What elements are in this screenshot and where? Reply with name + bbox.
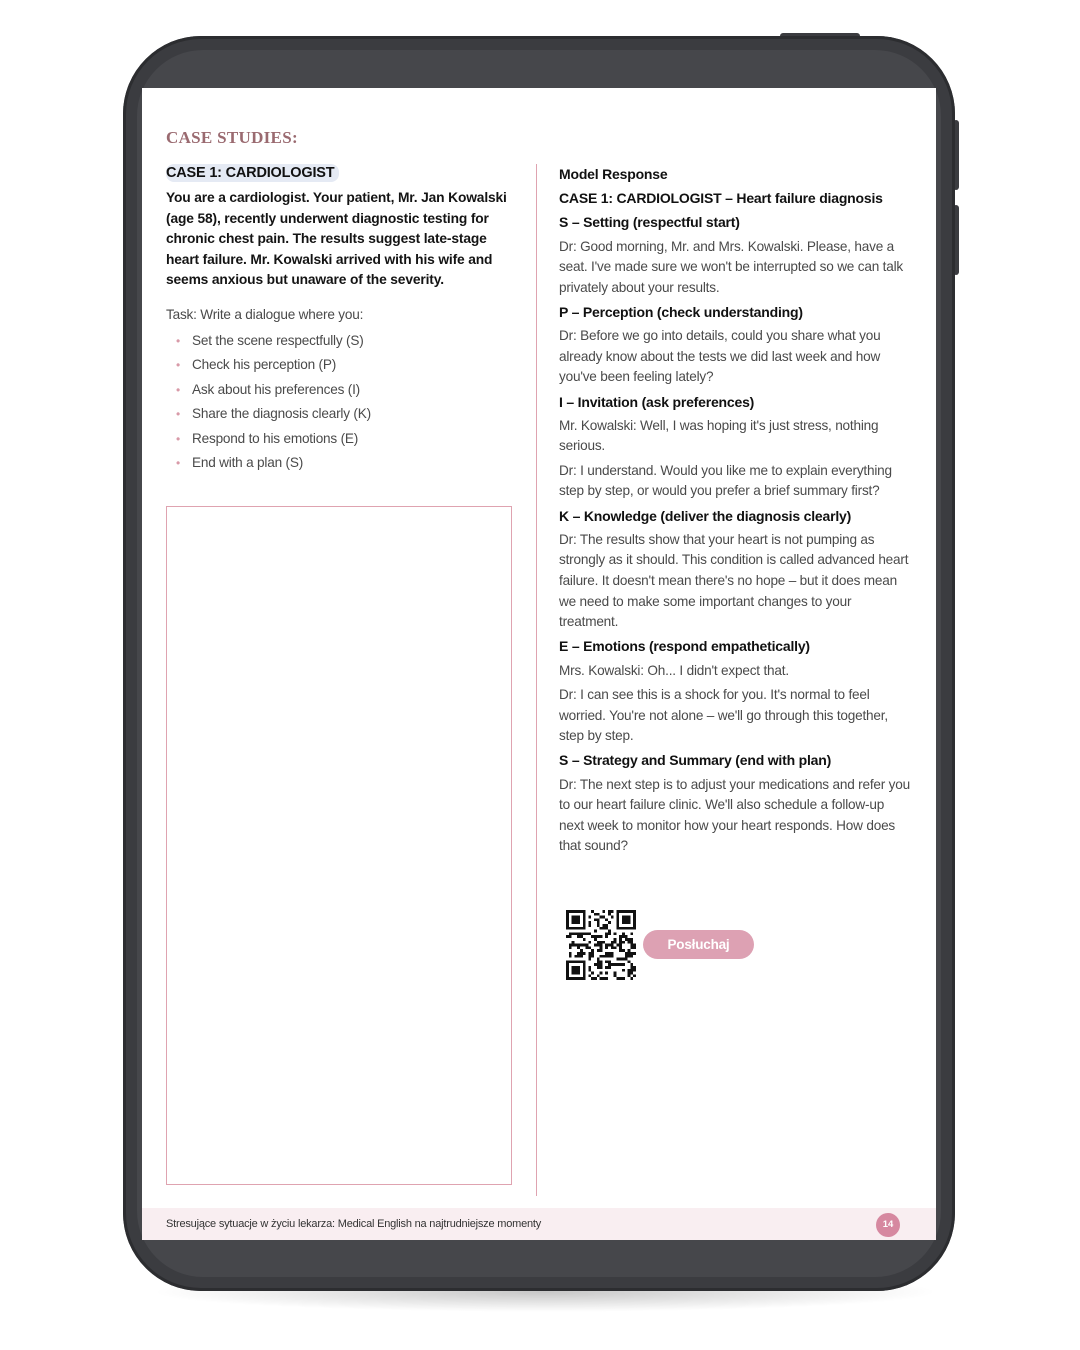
model-response-title: Model Response [559,166,668,182]
bullet-icon: • [176,456,181,471]
invitation-heading: I – Invitation (ask preferences) [559,393,755,410]
emotions-heading: E – Emotions (respond empathetically) [559,638,810,655]
bullet-icon: • [176,407,181,422]
emotions-text-doctor: Dr: I can see this is a shock for you. It's normal to feel worried. You're not alone – we'll go through this together, step by step. [559,686,888,744]
setting-heading: S – Setting (respectful start) [559,214,740,231]
bullet-icon: • [176,333,181,348]
case-left-column [166,164,511,476]
perception-heading: P – Perception (check understanding) [559,304,803,321]
bullet-icon: • [176,431,181,446]
task-list [166,329,511,476]
task-item [166,451,511,476]
bullet-icon: • [176,382,181,397]
page-screen [142,88,936,1240]
task-text: Set the scene respectfully (S) [192,332,364,348]
task-text: Respond to his emotions (E) [192,430,359,446]
case-title: CASE 1: CARDIOLOGIST [166,164,339,182]
page-number-badge: 14 [876,1213,900,1237]
model-case-title: CASE 1: CARDIOLOGIST – Heart failure diagnosis [559,190,883,207]
strategy-heading: S – Strategy and Summary (end with plan) [559,752,832,769]
emotions-text-wife: Mrs. Kowalski: Oh... I didn't expect that. [559,662,789,678]
task-item [166,427,511,452]
knowledge-heading: K – Knowledge (deliver the diagnosis clearly) [559,507,852,524]
bullet-icon: • [176,358,181,373]
strategy-text: Dr: The next step is to adjust your medications and refer you to our heart failure clinic. We'll also schedule a follow-up next week to monitor how your heart responds. How does that sound? [559,776,910,854]
footer-title: Stresujące sytuacje w życiu lekarza: Medical English na najtrudniejsze momenty [166,1218,542,1230]
qr-code-icon[interactable] [566,910,636,980]
invitation-text-patient: Mr. Kowalski: Well, I was hoping it's just stress, nothing serious. [559,417,879,454]
perception-text: Dr: Before we go into details, could you share what you already know about the tests we did last week and how you've been feeling lately? [559,328,881,385]
task-text: Share the diagnosis clearly (K) [192,406,371,422]
setting-text: Dr: Good morning, Mr. and Mrs. Kowalski. Please, have a seat. I've made sure we won't be interrupted so we can talk privately about your results. [559,238,903,295]
task-item [166,329,511,354]
case-intro: You are a cardiologist. Your patient, Mr. Jan Kowalski (age 58), recently underwent diagnostic testing for chronic chest pain. The results suggest late-stage heart failure. Mr. Kowalski arrived with his wife and seems anxious but unaware of the severity. [166,190,507,288]
task-text: Check his perception (P) [192,357,337,373]
knowledge-text: Dr: The results show that your heart is not pumping as strongly as it should. This condition is called advanced heart failure. It doesn't mean there's no hope – but it does mean we need to make some important changes to your treatment. [559,531,909,630]
column-divider [536,164,537,1196]
task-item [166,402,511,427]
answer-writing-box[interactable] [166,506,512,1185]
model-response-column [559,164,911,861]
task-label: Task: Write a dialogue where you: [166,306,364,322]
page-footer [142,1208,936,1240]
qr-code-graphic [566,910,636,980]
task-text: End with a plan (S) [192,455,304,471]
task-text: Ask about his preferences (I) [192,381,360,397]
task-item [166,353,511,378]
page-heading: CASE STUDIES: [166,128,298,147]
listen-button[interactable]: Posłuchaj [643,930,754,959]
task-item [166,378,511,403]
invitation-text-doctor: Dr: I understand. Would you like me to explain everything step by step, or would you prefer a brief summary first? [559,462,892,499]
